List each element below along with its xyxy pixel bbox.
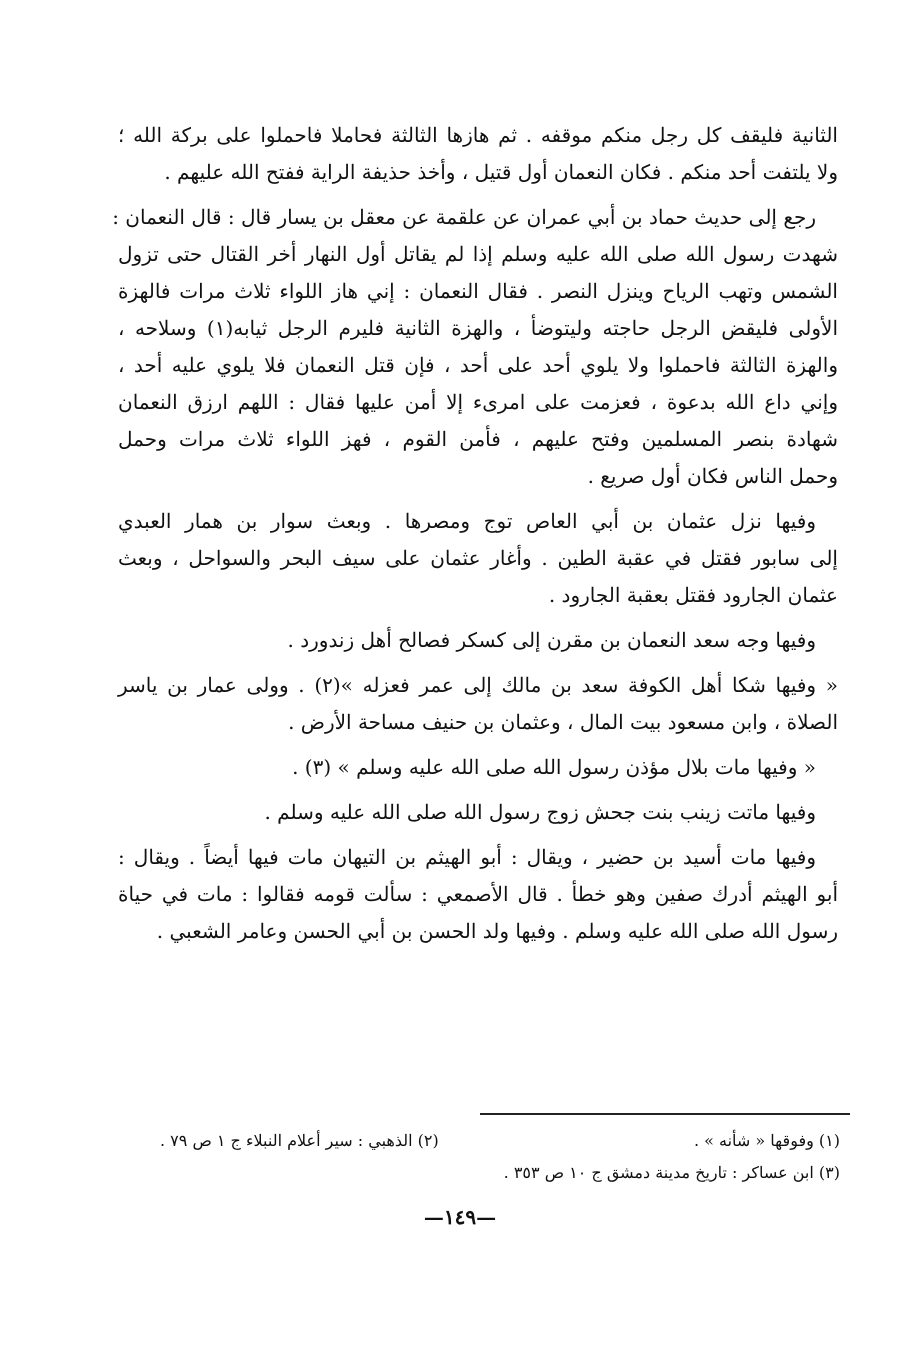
text-line: وفيها ماتت زينب بنت جحش زوج رسول الله صلى الله عليه وسلم . [264, 800, 816, 824]
text-line: الصلاة ، وابن مسعود بيت المال ، وعثمان بن حنيف مساحة الأرض . [288, 710, 838, 734]
text-line: الشمس وتهب الرياح وينزل النصر . فقال النعمان : إني هاز اللواء ثلاث مرات فالهزة [118, 279, 838, 303]
footnote-row [160, 1125, 840, 1157]
text-line: وفيها وجه سعد النعمان بن مقرن إلى كسكر فصالح أهل زندورد . [287, 628, 816, 652]
paragraph-8 [118, 839, 838, 950]
text-line: وإني داع الله بدعوة ، فعزمت على امرىء إلا أمن عليها فقال : اللهم ارزق النعمان [118, 390, 838, 414]
text-line: وفيها نزل عثمان بن أبي العاص توج ومصرها . وبعث سوار بن همار العبدي [118, 509, 816, 533]
main-text [112, 117, 838, 958]
text-line: « وفيها شكا أهل الكوفة سعد بن مالك إلى عمر فعزله »(٢) . وولى عمار بن ياسر [118, 673, 838, 697]
footnote-row [160, 1157, 840, 1189]
text-line: عثمان الجارود فقتل بعقبة الجارود . [548, 583, 838, 607]
page-number: —١٤٩— [423, 1205, 497, 1229]
text-line: شهدت رسول الله صلى الله عليه وسلم إذا لم يقاتل أول النهار أخر القتال حتى تزول [118, 242, 838, 266]
paragraph-4 [118, 622, 838, 659]
paragraph-3 [118, 503, 838, 614]
paragraph-6 [118, 749, 838, 786]
text-line: إلى سابور فقتل في عقبة الطين . وأغار عثمان على سيف البحر والسواحل ، وبعث [118, 546, 838, 570]
text-line: رسول الله صلى الله عليه وسلم . وفيها ولد الحسن بن أبي الحسن وعامر الشعبي . [156, 919, 838, 943]
paragraph-1 [118, 117, 838, 191]
text-line: أبو الهيثم أدرك صفين وهو خطأ . قال الأصمعي : سألت قومه فقالوا : مات في حياة [118, 882, 838, 906]
paragraph-5 [118, 667, 838, 741]
text-line: ولا يلتفت أحد منكم . فكان النعمان أول قتيل ، وأخذ حذيفة الراية ففتح الله عليهم . [164, 160, 838, 184]
text-line: وفيها مات أسيد بن حضير ، ويقال : أبو الهيثم بن التيهان مات فيها أيضاً . ويقال : [118, 845, 816, 869]
text-line: وحمل الناس فكان أول صريع . [587, 464, 838, 488]
text-line: رجع إلى حديث حماد بن أبي عمران عن علقمة عن معقل بن يسار قال : قال النعمان : [112, 205, 816, 229]
footnotes [160, 1125, 840, 1189]
footnote-1: (١) وفوقها « شأنه » . [693, 1131, 840, 1150]
paragraph-2 [112, 199, 838, 495]
text-line: « وفيها مات بلال مؤذن رسول الله صلى الله عليه وسلم » (٣) . [292, 755, 816, 779]
footnote-3: (٣) ابن عساكر : تاريخ مدينة دمشق ج ١٠ ص ٣٥٣ . [503, 1163, 840, 1182]
text-line: الأولى فليقض الرجل حاجته وليتوضأ ، والهزة الثانية فليرم الرجل ثيابه(١) وسلاحه ، [118, 316, 838, 340]
footnote-2: (٢) الذهبي : سير أعلام النبلاء ج ١ ص ٧٩ . [160, 1131, 439, 1150]
text-line: شهادة بنصر المسلمين وفتح عليهم ، فأمن القوم ، فهز اللواء ثلاث مرات وحمل [118, 427, 838, 451]
text-line: والهزة الثالثة فاحملوا ولا يلوي أحد على أحد ، فإن قتل النعمان فلا يلوي عليه أحد ، [118, 353, 838, 377]
text-line: الثانية فليقف كل رجل منكم موقفه . ثم هازها الثالثة فحاملا فاحملوا على بركة الله ؛ [118, 123, 838, 147]
footnote-divider [480, 1113, 850, 1115]
paragraph-7 [118, 794, 838, 831]
